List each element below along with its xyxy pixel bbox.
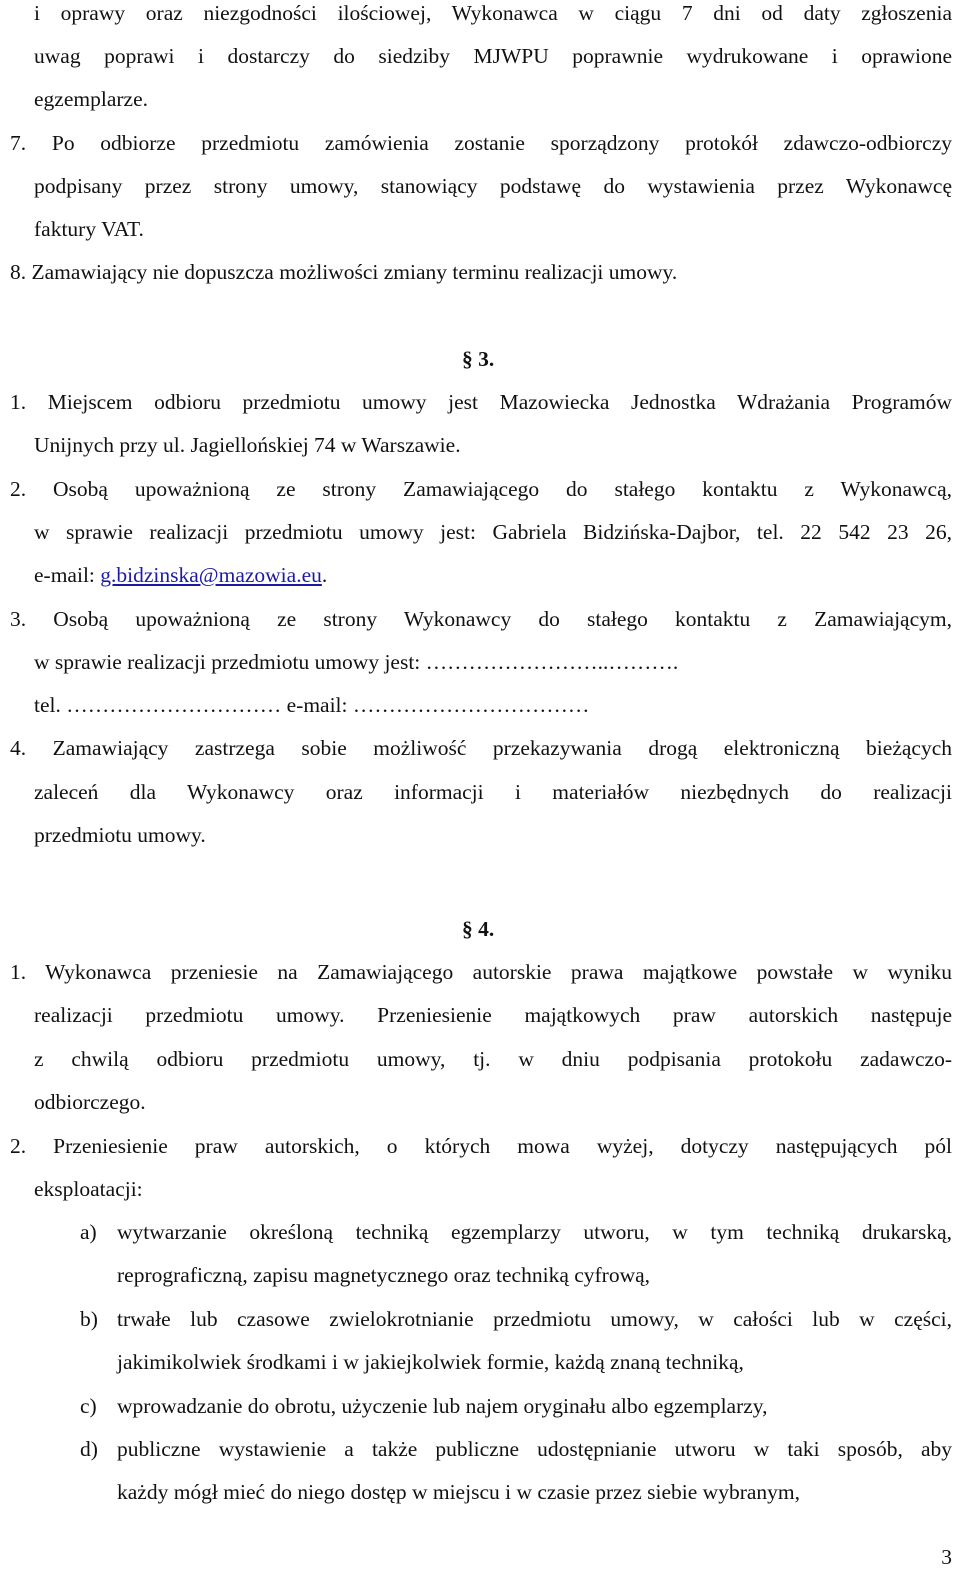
email-line — [34, 562, 327, 588]
paragraph-line: w sprawie realizacji przedmiotu umowy jest: ……………………..………. — [34, 650, 679, 674]
email-link[interactable]: g.bidzinska@mazowia.eu — [100, 563, 322, 587]
paragraph-line: egzemplarze. — [34, 87, 148, 111]
numbered-item-4: 4. Zamawiający zastrzega sobie możliwość przekazywania drogą elektroniczną bieżących — [10, 736, 952, 760]
numbered-item-1: 1. Wykonawca przeniesie na Zamawiającego autorskie prawa majątkowe powstałe w wyniku — [10, 960, 952, 984]
list-item-c: wprowadzanie do obrotu, użyczenie lub najem oryginału albo egzemplarzy, — [117, 1394, 768, 1418]
list-marker: b) — [80, 1307, 98, 1331]
list-marker: a) — [80, 1220, 97, 1244]
paragraph-line: realizacji przedmiotu umowy. Przeniesienie majątkowych praw autorskich następuje — [34, 1003, 952, 1027]
numbered-item-2: 2. Osobą upoważnioną ze strony Zamawiającego do stałego kontaktu z Wykonawcą, — [10, 477, 952, 501]
paragraph-line: przedmiotu umowy. — [34, 823, 206, 847]
paragraph-line: uwag poprawi i dostarczy do siedziby MJWPU poprawnie wydrukowane i oprawione — [34, 44, 952, 68]
email-period: . — [321, 563, 328, 587]
list-item-d-cont: każdy mógł mieć do niego dostęp w miejscu i w czasie przez siebie wybranym, — [117, 1480, 801, 1504]
list-marker: d) — [80, 1437, 98, 1461]
list-item-b: trwałe lub czasowe zwielokrotnianie przedmiotu umowy, w całości lub w części, — [117, 1307, 952, 1331]
section-heading-3: § 3. — [462, 347, 495, 371]
numbered-item-3: 3. Osobą upoważnioną ze strony Wykonawcy do stałego kontaktu z Zamawiającym, — [10, 607, 952, 631]
numbered-item-2: 2. Przeniesienie praw autorskich, o których mowa wyżej, dotyczy następujących pól — [10, 1134, 952, 1158]
paragraph-line: z chwilą odbioru przedmiotu umowy, tj. w dniu podpisania protokołu zadawczo- — [34, 1047, 952, 1071]
list-item-a-cont: reprograficzną, zapisu magnetycznego oraz techniką cyfrową, — [117, 1263, 651, 1287]
paragraph-line: Unijnych przy ul. Jagiellońskiej 74 w Warszawie. — [34, 433, 461, 457]
list-item-b-cont: jakimikolwiek środkami i w jakiejkolwiek formie, każdą znaną techniką, — [117, 1350, 744, 1374]
numbered-item-7: 7. Po odbiorze przedmiotu zamówienia zostanie sporządzony protokół zdawczo-odbiorczy — [10, 131, 952, 155]
numbered-item-1: 1. Miejscem odbioru przedmiotu umowy jest Mazowiecka Jednostka Wdrażania Programów — [10, 390, 952, 414]
list-item-a: wytwarzanie określoną techniką egzemplarzy utworu, w tym techniką drukarską, — [117, 1220, 952, 1244]
paragraph-line: faktury VAT. — [34, 217, 144, 241]
section-heading-4: § 4. — [462, 917, 495, 941]
list-item-d: publiczne wystawienie a także publiczne udostępnianie utworu w taki sposób, aby — [117, 1437, 952, 1461]
paragraph-line: i oprawy oraz niezgodności ilościowej, Wykonawca w ciągu 7 dni od daty zgłoszenia — [34, 1, 952, 25]
paragraph-line: w sprawie realizacji przedmiotu umowy jest: Gabriela Bidzińska-Dajbor, tel. 22 542 23 26, — [34, 520, 952, 544]
numbered-item-8: 8. Zamawiający nie dopuszcza możliwości zmiany terminu realizacji umowy. — [10, 260, 678, 284]
paragraph-line: podpisany przez strony umowy, stanowiący podstawę do wystawienia przez Wykonawcę — [34, 174, 952, 198]
paragraph-line: tel. ………………………… e-mail: …………………………… — [34, 693, 590, 717]
paragraph-line: zaleceń dla Wykonawcy oraz informacji i materiałów niezbędnych do realizacji — [34, 780, 952, 804]
paragraph-line: eksploatacji: — [34, 1177, 143, 1201]
email-label: e-mail: — [34, 563, 101, 587]
list-marker: c) — [80, 1394, 97, 1418]
paragraph-line: odbiorczego. — [34, 1090, 146, 1114]
page-number: 3 — [941, 1545, 952, 1569]
